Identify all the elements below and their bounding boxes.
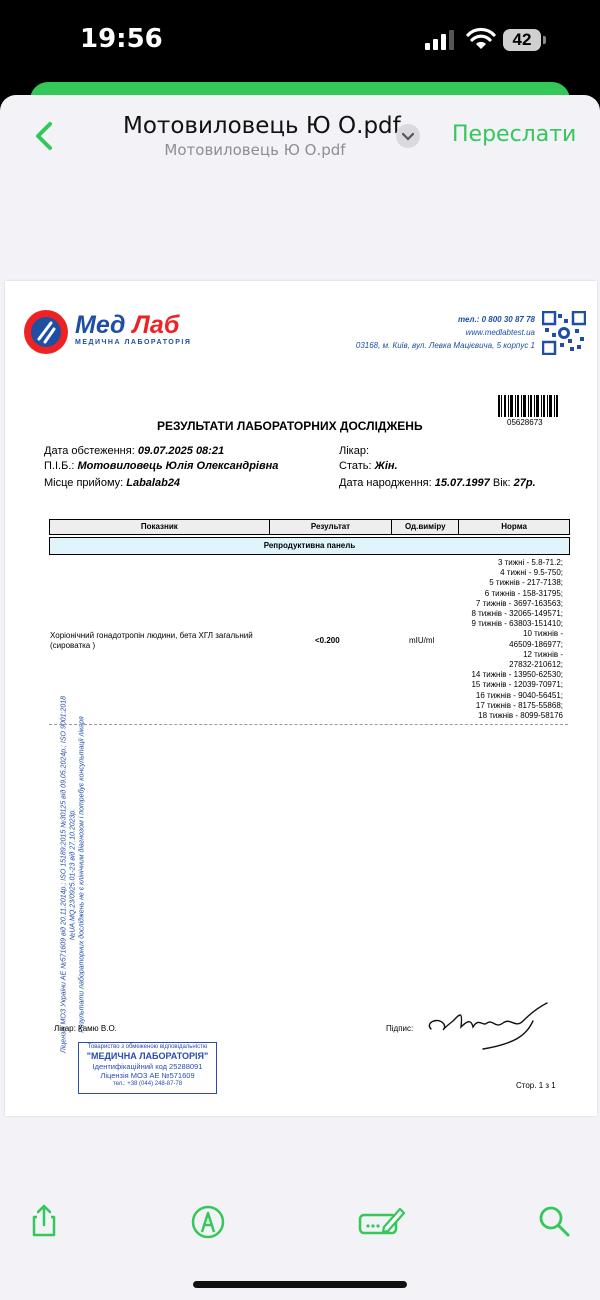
column-header-norm: Норма	[501, 522, 527, 531]
norm-line: 4 тижні - 9.5-750;	[500, 568, 563, 578]
exam-date-value: 09.07.2025 08:21	[137, 445, 225, 457]
birth-label: Дата народження:	[339, 477, 432, 489]
status-bar	[0, 0, 600, 82]
file-title-text: Мотовиловець Ю О.pdf	[123, 113, 401, 139]
column-header-unit: Од.виміру	[392, 520, 459, 534]
stamp-line2: "МЕДИЧНА ЛАБОРАТОРІЯ"	[86, 1051, 209, 1061]
norm-line: 15 тижнів - 12039-70971;	[471, 680, 563, 690]
share-icon[interactable]	[26, 1203, 62, 1239]
norm-line: 18 тижнів - 8099-58176	[478, 711, 563, 721]
result-unit: mIU/ml	[409, 636, 435, 645]
sex-value: Жін.	[374, 460, 398, 472]
title-menu-chevron-down-icon[interactable]	[396, 124, 420, 148]
handwritten-signature	[423, 999, 553, 1054]
norm-line: 14 тижнів - 13950-62530;	[471, 670, 563, 680]
signature-label: Підпис:	[386, 1024, 414, 1033]
logo-name-part2: Лаб	[132, 311, 180, 339]
norm-line: 3 тижні - 5.8-71.2;	[497, 558, 563, 567]
norm-line: 5 тижнів - 217-7138;	[489, 578, 563, 588]
place-value: Labalab24	[126, 477, 181, 489]
sex-label: Стать:	[339, 460, 372, 472]
column-header-indicator: Показник	[50, 520, 270, 534]
birth-field	[339, 477, 536, 489]
place-label: Місце прийому:	[44, 477, 124, 489]
row-divider	[49, 724, 568, 725]
forward-button[interactable]: Переслати	[452, 122, 577, 147]
age-value: 27р.	[513, 477, 536, 489]
cellular-signal-icon	[425, 30, 455, 50]
barcode-icon	[498, 395, 558, 417]
name-field	[44, 460, 278, 472]
place-field	[44, 477, 180, 489]
wifi-icon	[466, 26, 496, 52]
battery-tip	[543, 36, 546, 44]
exam-date-label: Дата обстеження:	[44, 445, 135, 457]
norm-line: 16 тижнів - 9040-56451;	[475, 690, 563, 700]
name-label: П.І.Б.:	[44, 460, 75, 472]
qr-code-icon	[542, 311, 586, 355]
stamp-line5: тел.: +38 (044) 248-87-78	[112, 1081, 183, 1087]
medlab-logo-icon	[23, 309, 69, 355]
norm-line: 6 тижнів - 158-31795;	[484, 588, 563, 598]
result-value: <0.200	[315, 636, 340, 645]
search-icon[interactable]	[536, 1203, 572, 1239]
doctor-footer: Лікар: Камю В.О.	[54, 1024, 117, 1033]
norm-line: 46509-186977;	[509, 639, 563, 649]
name-value: Мотовиловець Юлія Олександрівна	[77, 460, 279, 472]
reference-norm	[453, 558, 563, 721]
barcode-number: 05628673	[507, 418, 543, 427]
license-text-line1: Ліцензія МОЗ України АЕ №571609 від 20.11.2014р.; ISO 15189:2015 №30125 від 09.05.2024р.; ISO 9001:2018 №UA.MQ.23/0925.01-23 від 27.10.2023р.	[60, 695, 77, 1054]
norm-line: 17 тижнів - 8175-55868;	[475, 700, 563, 710]
markup-icon[interactable]	[190, 1203, 226, 1239]
doctor-label: Лікар:	[339, 445, 370, 457]
organization-stamp	[78, 1042, 217, 1094]
norm-line: 7 тижнів - 3697-163563;	[475, 598, 563, 608]
pdf-page	[5, 281, 597, 1116]
norm-line: 10 тижнів -	[523, 629, 563, 639]
file-subtitle: Мотовиловець Ю О.pdf	[164, 141, 346, 159]
norm-line: 27832-210612;	[509, 660, 563, 670]
age-label: Вік:	[492, 477, 511, 489]
logo-name-part1: Мед	[75, 311, 126, 339]
license-side-text	[60, 665, 87, 1085]
contact-address: 03168, м. Київ, вул. Левка Мацієвича, 5 корпус 1	[355, 341, 535, 350]
stamp-line4: Ліцензія МОЗ АЕ №571609	[100, 1071, 195, 1080]
status-time: 19:56	[80, 24, 163, 54]
norm-line: 8 тижнів - 32065-149571;	[471, 609, 563, 619]
logo-wordmark	[75, 311, 179, 340]
logo-tagline: МЕДИЧНА ЛАБОРАТОРІЯ	[75, 339, 192, 346]
column-header-result: Результат	[270, 520, 393, 534]
norm-line: 9 тижнів - 63803-151410;	[471, 619, 563, 629]
contact-website: www.medlabtest.ua	[465, 328, 535, 337]
sex-field	[339, 460, 398, 472]
page-number: Стор. 1 з 1	[516, 1081, 556, 1090]
contact-phone: тел.: 0 800 30 87 78	[457, 315, 535, 324]
result-indicator-name: Хоріонічний гонадотропін людини, бета ХГЛ загальний (сироватка )	[50, 631, 253, 650]
results-table-header	[49, 519, 570, 535]
doctor-field	[339, 445, 369, 457]
home-indicator[interactable]	[193, 1281, 407, 1288]
stamp-line1: Товариство з обмеженою відповідальністю	[87, 1044, 208, 1050]
exam-date-field	[44, 445, 224, 457]
document-title: РЕЗУЛЬТАТИ ЛАБОРАТОРНИХ ДОСЛІДЖЕНЬ	[157, 419, 423, 433]
license-text-line2: Результати лабораторних досліджень не є клінічним діагнозом і потребує консультації лікаря	[78, 716, 86, 1033]
birth-value: 15.07.1997	[434, 477, 490, 489]
norm-line: 12 тижнів -	[523, 649, 563, 659]
signature-icon[interactable]	[358, 1203, 406, 1239]
stamp-line3: Ідентифікаційний код 25288091	[92, 1062, 203, 1071]
battery-indicator: 42	[503, 29, 541, 51]
contact-block	[356, 313, 535, 352]
panel-section-row: Репродуктивна панель	[49, 537, 570, 555]
